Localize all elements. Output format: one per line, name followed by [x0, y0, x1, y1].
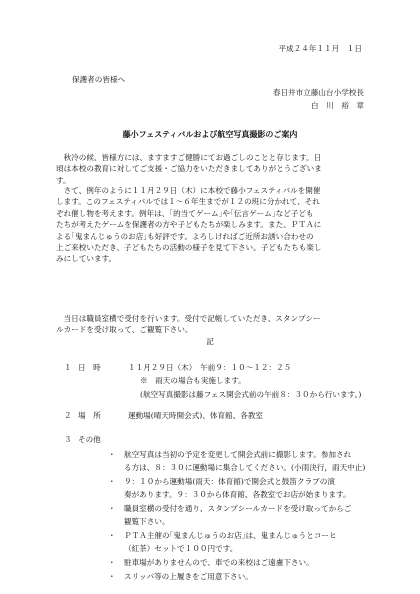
paragraph-reception: [56, 313, 386, 336]
item-label-place: 場 所: [78, 411, 101, 420]
bullet-line: る方は、８：３０に運動場に集合してください。(小雨決行，雨天中止): [124, 463, 366, 472]
paragraph-line: す。: [56, 175, 71, 185]
bullet-line: スリッパ等の上履きをご用意下さい。: [124, 572, 253, 581]
item-value-place: 運動場(晴天時開会式)、体育館、各教室: [128, 411, 264, 420]
paragraph-line: たちが考えたゲームを保護者の方や子どもたちが楽しみます。また、ＰＴＡに: [56, 220, 322, 230]
rain-note: ※ 雨天の場合も実施します。: [140, 376, 246, 385]
paragraph-line: 頃は本校の教育に対してご支援・ご協力をいただきましてありがとうございま: [56, 164, 322, 174]
bullet-marker: ・: [108, 572, 116, 581]
paragraph-line: ルカードを受け取って、ご観覧下さい。: [56, 325, 193, 335]
item-label-datetime: 日 時: [78, 363, 101, 372]
item-label-other: その他: [78, 435, 101, 444]
paragraph-festival: [56, 185, 386, 265]
item-number: １: [64, 363, 72, 372]
bullet-marker: ・: [108, 450, 116, 459]
aerial-photo-note: (航空写真撮影は藤フェス開会式前の午前８：３０から行います。): [140, 390, 362, 399]
bullet-marker: ・: [108, 504, 116, 513]
bullet-line: ＰＴＡ主催の｢鬼まんじゅうのお店｣は、鬼まんじゅうとコーヒ: [124, 531, 337, 540]
bullet-line: 奏があります。９：３０から体育館、各教室でお店が始まります。: [124, 490, 351, 499]
document-date: 平成２４年１１月 １日: [278, 44, 362, 53]
ki-heading: 記: [206, 337, 214, 346]
bullet-line: 航空写真は当初の予定を変更して開会式前に撮影します。参加され: [124, 450, 352, 459]
paragraph-line: 秋冷の候、皆様方には、ますますご健勝にてお過ごしのことと存じます。日: [56, 153, 322, 162]
bullet-line: 観覧下さい。: [124, 517, 170, 526]
paragraph-line: さて、例年のように１１月２９日（木）に本校で藤小フェスティバルを開催: [56, 186, 321, 195]
paragraph-line: します。このフェスティバルでは１～６年生までが１２の班に分かれて、それ: [56, 197, 320, 207]
sender-school: 春日井市立藤山台小学校長: [272, 88, 364, 97]
bullet-marker: ・: [108, 531, 116, 540]
item-value-datetime: １１月２９日（木） 午前９：１０～１２：２５: [128, 363, 292, 372]
bullet-line: （紅茶）セットで１００円です。: [124, 544, 238, 553]
bullet-line: 駐車場がありませんので、車での来校はご遠慮下さい。: [124, 558, 314, 567]
addressee: 保護者の皆様へ: [72, 75, 126, 84]
bullet-line: 職員室横の受付を通り、スタンプシールカードを受け取ってからご: [124, 504, 352, 513]
item-number: ３: [64, 435, 72, 444]
bullet-marker: ・: [108, 477, 116, 486]
document-title: 藤小フェスティバルおよび航空写真撮影のご案内: [122, 129, 298, 139]
paragraph-line: 当日は職員室横で受付を行います。受付で記帳していただき、スタンプシー: [56, 314, 321, 323]
paragraph-line: みにしています。: [56, 254, 117, 264]
paragraph-line: 上ご来校いただき、子どもたちの活動の様子を見て下さい。子どもたちも楽し: [56, 243, 322, 253]
paragraph-greeting: [56, 152, 386, 186]
paragraph-line: よる｢鬼まんじゅうのお店｣も好評です。よろしければご近所お誘い合わせの: [56, 231, 314, 241]
sender-principal: 白 川 裕 章: [310, 101, 364, 110]
paragraph-line: ぞれ催し物を考えます。例年は、｢的当てゲーム｣や｢伝言ゲーム｣など子ども: [56, 208, 314, 218]
item-number: ２: [64, 411, 72, 420]
bullet-line: ９：１０から運動場(雨天：体育館)で開会式と鼓笛クラブの演: [124, 477, 335, 486]
bullet-marker: ・: [108, 558, 116, 567]
